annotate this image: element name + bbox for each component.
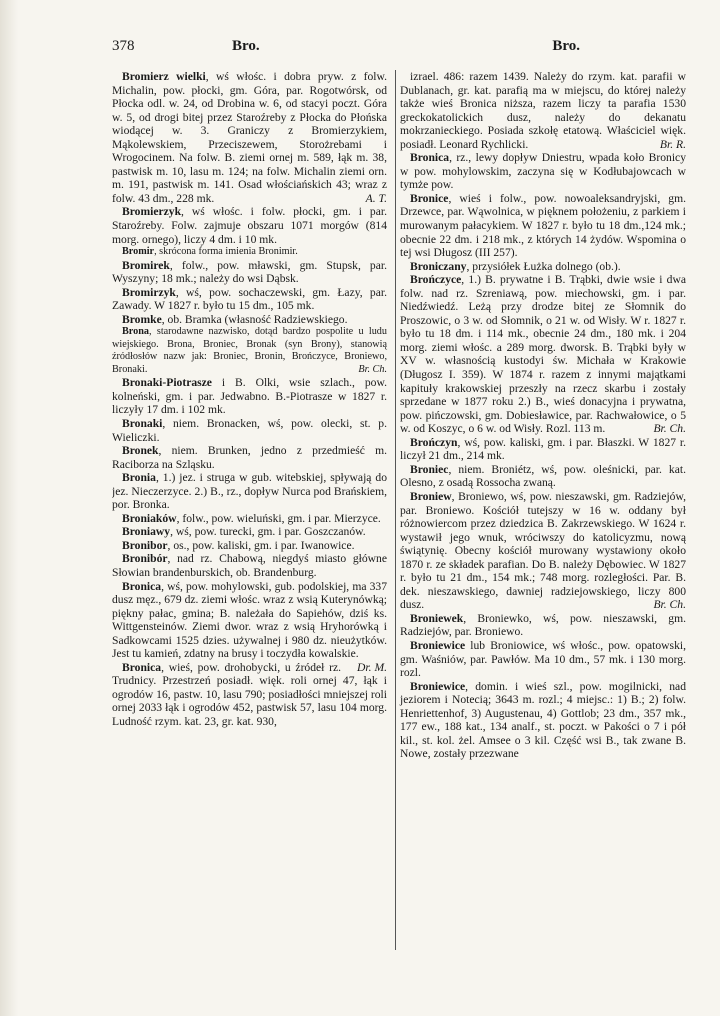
- entry-body: , rz., lewy dopływ Dniestru, wpada koło Bronicy w pow. mohylowskim, zaczyna się w Kodłubajowcach w tymże pow.: [400, 151, 686, 192]
- dictionary-entry: [112, 579, 387, 674]
- dictionary-entry: [112, 313, 387, 327]
- running-head-left: Bro.: [232, 38, 260, 54]
- entry-headword: Broniewice: [410, 679, 466, 693]
- entry-body: , 1.) jez. i struga w gub. witebskiej, spływają do jez. Nieczerzyce. 2.) B., rz., dopływ Nurca pod Brańskiem, por. Bronka.: [112, 471, 387, 512]
- dictionary-entry: [112, 552, 387, 579]
- entry-body: lub Broniowice, wś włośc., pow. opatowski, gm. Waśniów, par. Pawłów. Ma 10 dm., 57 mk. i 130 morg. rozl.: [400, 638, 686, 680]
- dictionary-entry: [400, 463, 686, 490]
- entry-headword: Bronica: [410, 151, 450, 165]
- running-head-right: Bro.: [552, 38, 580, 54]
- entry-headword: Bronibór: [122, 552, 168, 566]
- dictionary-entry: [112, 444, 387, 471]
- dictionary-entry: [400, 192, 686, 260]
- entry-body: , wś włośc. i dobra pryw. z folw. Michalin, pow. płocki, gm. Góra, par. Rogotwórsk, od Płocka odl. w. 24, od Drobina w. 6, od stacyi poczt. Góra w. 5, od drogi bitej przez Staroźreby z Płocka do Płońska wiodącej w. 3. Graniczy z Bromierzykiem, Mąkolewskiem, Przeciszewem, Storożrebami i Wrogocinem. Na folw. B. ziemi ornej m. 589, łąk m. 38, pastwisk m. 10, lasu m. 124; na folw. Michalin ziemi orn. m. 191, pastwisk m. 141. Osad włościańskich 43; wraz z folw. 43 dm., 228 mk.: [112, 70, 388, 205]
- entry-headword: Brończyce: [410, 273, 462, 287]
- entry-headword: Bromirek: [122, 258, 170, 272]
- entry-headword: Brona: [122, 326, 149, 338]
- page-gutter-shadow: [0, 0, 18, 1016]
- dictionary-entry: [400, 612, 686, 639]
- entry-body: , niem. Bronacken, wś, pow. olecki, st. p. Wieliczki.: [112, 416, 387, 444]
- entry-body: , nad rz. Chabową, niegdyś miasto główne Słowian brandenburskich, ob. Brandenburg.: [112, 552, 387, 579]
- left-column: [112, 70, 395, 950]
- entry-headword: Bronia: [122, 471, 156, 485]
- entry-headword: Broniczany: [410, 259, 467, 273]
- entry-body: , przysiółek Łużka dolnego (ob.).: [466, 259, 621, 273]
- entry-headword: Bromierz wielki: [122, 70, 206, 83]
- entry-author-signature: Dr. M.: [357, 660, 387, 674]
- dictionary-entry: [400, 680, 686, 761]
- entry-headword: Bromir: [122, 246, 155, 258]
- dictionary-entry: [112, 539, 387, 553]
- entry-author-signature: Br. Ch.: [653, 598, 686, 612]
- entry-headword: Broniawy: [122, 525, 171, 539]
- entry-author-signature: A. T.: [365, 191, 387, 205]
- entry-body: , 1.) B. prywatne i B. Trąbki, dwie wsie i dwa folw. nad rz. Szreniawą, pow. miechowski, gm. i par. Niedźwiedź. Leżą przy drodze bitej ze Słomnik do Proszowic, o 3 w. od Słomnik, o 21 w. od Wisły. W r. 1827 r. było tu 18 dm. i 114 mk., obecnie 24 dm., 180 mk. i 204 morg. ziemi włośc. a 289 morg. dworsk. B. Trąbki były w XV w. własnością kustodyi św. Michała w Krakowie (Długosz I. 359). W 1874 r. razem z innymi majątkami kapituły krakowskiej przeszły na rzecz skarbu i zostały sprzedane w 1877 roku 2.) B., wieś donacyjna i prywatna, pow. pińczowski, gm. Dobiesławice, par. Rachwałowice, o 5 w. od Koszyc, o 6 w. od Wisły. Rozl. 113 m.: [400, 273, 686, 436]
- entry-headword: Bromirzyk: [122, 285, 176, 299]
- entry-body: , wieś i folw., pow. nowoaleksandryjski, gm. Drzewce, par. Wąwolnica, w pięknem położeniu, z parkiem i murowanym pałacykiem. W 1827 r. było tu 18 dm.,124 mk.; obecnie 22 dm. i 218 mk., z których 14 żydów. Wspomina o tej wsi Długosz (III 257).: [400, 191, 686, 260]
- dictionary-entry: [112, 246, 387, 259]
- entry-body: i B. Olki, wsie szlach., pow. kolneński, gm. i par. Jedwabno. B.-Piotrasze w 1827 r. liczyły 17 dm. i 102 mk.: [112, 376, 387, 417]
- entry-headword: Broniaków: [122, 511, 177, 525]
- entry-body: , wś, pow. sochaczewski, gm. Łazy, par. Zawady. W 1827 r. było tu 15 dm., 105 mk.: [112, 285, 387, 313]
- entry-author-signature: Br. Ch.: [653, 422, 686, 436]
- dictionary-entry: [112, 205, 387, 246]
- dictionary-entry: [112, 259, 387, 286]
- entry-headword: Bronica: [122, 579, 162, 593]
- entry-body: , niem. Broniétz, wś, pow. oleśnicki, par. kat. Olesno, z osadą Rossocha zwaną.: [400, 462, 686, 490]
- dictionary-entry: [112, 286, 387, 313]
- entry-headword: Broniewek: [410, 611, 464, 625]
- dictionary-entry: [400, 639, 686, 680]
- entry-body: , os., pow. kaliski, gm. i par. Iwanowice.: [167, 538, 355, 552]
- entry-body: , wś włośc. i folw. płocki, gm. i par. Staroźreby. Folw. zajmuje obszaru 1071 morgów (814 morg. ornego), liczy 4 dm. i 10 mk.: [112, 205, 387, 246]
- entry-headword: Bromierzyk: [122, 205, 182, 219]
- dictionary-entry: [400, 260, 686, 274]
- dictionary-entry: [112, 417, 387, 444]
- dictionary-entry: [112, 512, 387, 526]
- right-column: [395, 70, 686, 950]
- entry-author-signature: Br. R.: [659, 137, 686, 151]
- entry-body: , Broniewko, wś, pow. nieszawski, gm. Radziejów, par. Broniewo.: [400, 611, 686, 639]
- dictionary-entry: [112, 471, 387, 512]
- entry-headword: Broniew: [410, 489, 452, 503]
- entry-body: , folw., pow. mławski, gm. Stupsk, par. Wyszyny; 18 mk.; należy do wsi Dąbsk.: [112, 258, 387, 286]
- entry-headword: Bronica: [122, 660, 162, 674]
- dictionary-entry: [112, 376, 387, 417]
- entry-headword: Bronibor: [122, 538, 168, 552]
- dictionary-entry: [112, 70, 387, 205]
- entry-headword: Bronaki-Piotrasze: [122, 376, 212, 390]
- page-number: 378: [112, 38, 135, 54]
- entry-headword: Bromke: [122, 312, 162, 326]
- entry-body: , wieś, pow. drohobycki, u źródeł rz. Trudnicy. Przestrzeń posiadł. więk. roli ornej 47, łąk i ogrodów 16, pastw. 10, lasu 790; posiadłości mniejszej roli ornej 2033 łąk i ogrodów 452, pastwisk 57, lasu 104 morg. Ludność rzym. kat. 23, gr. kat. 930,: [112, 660, 387, 729]
- page-header: [112, 38, 580, 60]
- entry-body: , niem. Brunken, jedno z przedmieść m. Raciborza na Szląsku.: [112, 444, 387, 471]
- dictionary-entry: [112, 326, 387, 376]
- entry-body: , Broniewo, wś, pow. nieszawski, gm. Radziejów, par. Broniewo. Kościół tutejszy w 16 w. oddany był różnowiercom przez dziedzica B. Zakrzewskiego. W 1624 r. wystawił jego wnuk, wróciwszy do katolicyzmu, nową świątynię. Obecny kościół murowany wystawiony około 1870 r. ze składek parafian. Do B. należy Dębowiec. W 1827 r. było tu 21 dm., 154 mk.; 748 morg. rozległości. Par. B. dek. nieszawskiego, dawniej radziejowskiego, liczy 800 dusz.: [400, 489, 686, 612]
- dictionary-entry: [400, 273, 686, 436]
- dictionary-entry: [400, 70, 686, 151]
- entry-body: , domin. i wieś szl., pow. mogilnicki, nad jeziorem i Notecią; 3643 m. rozl.; 4 miejsc.: 1) B.; 2) folw. Henriettenhof, 3) Augustenau, 4) Gottlob; 23 dm., 357 mk., 177 ew., 188 kat., 134 analf., st. poczt. w Pakości o 7 i pół kil., st. kol. żel. Amsee o 3 kil. Część wsi B., tak zwane B. Nowe, zostały przezwane: [400, 679, 686, 761]
- dictionary-entry: [112, 525, 387, 539]
- entry-body: , wś, pow. kaliski, gm. i par. Błaszki. W 1827 r. liczył 21 dm., 214 mk.: [400, 435, 686, 463]
- entry-headword: Bronek: [122, 444, 159, 458]
- dictionary-entry: [400, 151, 686, 192]
- entry-headword: Bronice: [410, 191, 449, 205]
- entry-headword: Bronaki: [122, 416, 163, 430]
- entry-body: izrael. 486: razem 1439. Należy do rzym. kat. parafii w Dublanach, gr. kat. parafią ma w miejscu, do której należy także wieś Bronica niższa, razem liczy ta parafia 1530 greckokatolickich dusz, należy do dekanatu mokrzanieckiego. Posiada szkołę etatową. Właściciel więk. posiadł. Leonard Rychlicki.: [400, 70, 686, 151]
- dictionary-entry: [400, 436, 686, 463]
- entry-body: , starodawne nazwisko, dotąd bardzo pospolite u ludu wiejskiego. Brona, Broniec, Bronak (syn Brony), stanowią źródłosłów nazw jak: Broniec, Bronin, Brończyce, Broniewo, Bronaki.: [112, 326, 387, 375]
- entry-headword: Broniewice: [410, 638, 466, 652]
- entry-body: , ob. Bramka (własność Radziewskiego.: [161, 312, 348, 326]
- entry-author-signature: Br. Ch.: [358, 363, 387, 375]
- entry-body: , wś, pow. mohylowski, gub. podolskiej, ma 337 dusz męz., 679 dz. ziemi włośc. wraz z wsią Kuterynówką; piękny pałac, gmina; B. należała do Sapiehów, dziś ks. Wittgensteinów. Ziemi dwor. wraz z wsią Hryhorówką i Sadkowcami 1525 dzies. używalnej i 980 dz. nieużytków. Jest tu kamień, zdatny na brusy i toczydła kowalskie.: [112, 579, 387, 661]
- entry-body: , skrócona forma imienia Bronimir.: [154, 246, 298, 258]
- entry-headword: Brończyn: [410, 435, 458, 449]
- entry-body: , folw., pow. wieluński, gm. i par. Mierzyce.: [176, 511, 381, 525]
- entry-headword: Broniec: [410, 462, 449, 476]
- entry-body: , wś, pow. turecki, gm. i par. Goszczanów.: [170, 525, 366, 539]
- dictionary-entry: [400, 490, 686, 612]
